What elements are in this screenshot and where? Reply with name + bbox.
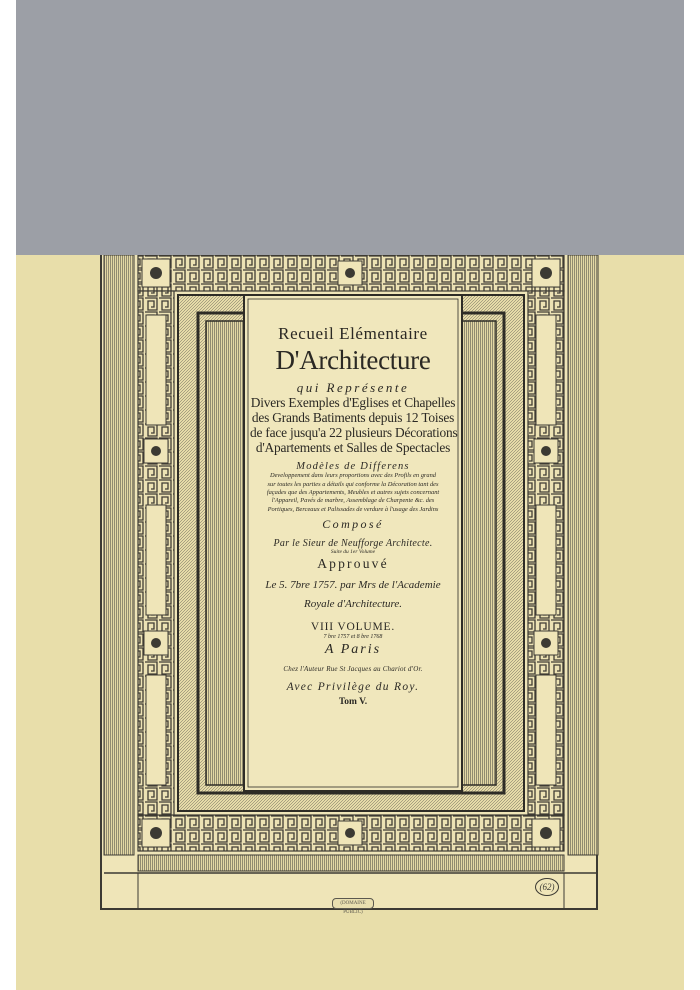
description-line-3: façades que des Appartements, Meubles et autres sujets concernant (266, 489, 440, 496)
volume-line: VIII VOLUME. (310, 621, 396, 634)
title-compose: Composé (322, 517, 384, 532)
description-line-1: Developpement dans leurs proportions avec des Profils en grand (269, 472, 436, 480)
title-recueil: Recueil Elémentaire (278, 324, 428, 343)
gray-overlay-band (16, 0, 684, 255)
title-qui-represente: qui Représente (296, 380, 410, 396)
approval-date-line: Le 5. 7bre 1757. par Mrs de l'Academie (265, 579, 441, 592)
privilege-line: Avec Privilège du Roy. (286, 680, 420, 693)
academy-line: Royale d'Architecture. (303, 597, 403, 610)
title-modeles: Modèles de Differens (296, 461, 410, 473)
author-line: Par le Sieur de Neufforge Architecte. (273, 537, 433, 549)
title-body-line-3: de face jusqu'a 22 plusieurs Décorations (250, 424, 458, 440)
engraved-plate (100, 255, 598, 915)
title-cartouche (250, 297, 456, 782)
title-approuve: Approuvé (317, 556, 389, 572)
page-number: (62) (535, 878, 559, 896)
title-body-line-1: Divers Exemples d'Eglises et Chapelles (250, 394, 456, 410)
place-paris: A Paris (324, 641, 382, 657)
volume-dates: 7 bre 1757 et 8 bre 1768 (323, 633, 383, 640)
publisher-address: Chez l'Auteur Rue St Jacques au Chariot d'Or. (283, 664, 423, 673)
library-stamp: (DOMAINE PUBLIC) (332, 898, 374, 909)
suite-line: Suite du 1er Volume (330, 549, 376, 556)
tome-label: Tom V. (338, 696, 368, 707)
description-line-5: Portiques, Berceaux et Palissades de verdure à l'usage des Jardins (267, 505, 439, 513)
scanned-page (16, 0, 684, 990)
description-line-4: l'Appareil, Pavés de marbre, Assemblage de Charpente &c. des (271, 497, 435, 505)
title-architecture: D'Architecture (275, 344, 431, 375)
description-line-2: sur toutes les parties a détails qui conforme la Décoration tant des (267, 480, 439, 488)
title-body-line-4: d'Apartements et Salles de Spectacles (255, 440, 451, 456)
title-body-line-2: des Grands Batiments depuis 12 Toises (251, 409, 455, 425)
